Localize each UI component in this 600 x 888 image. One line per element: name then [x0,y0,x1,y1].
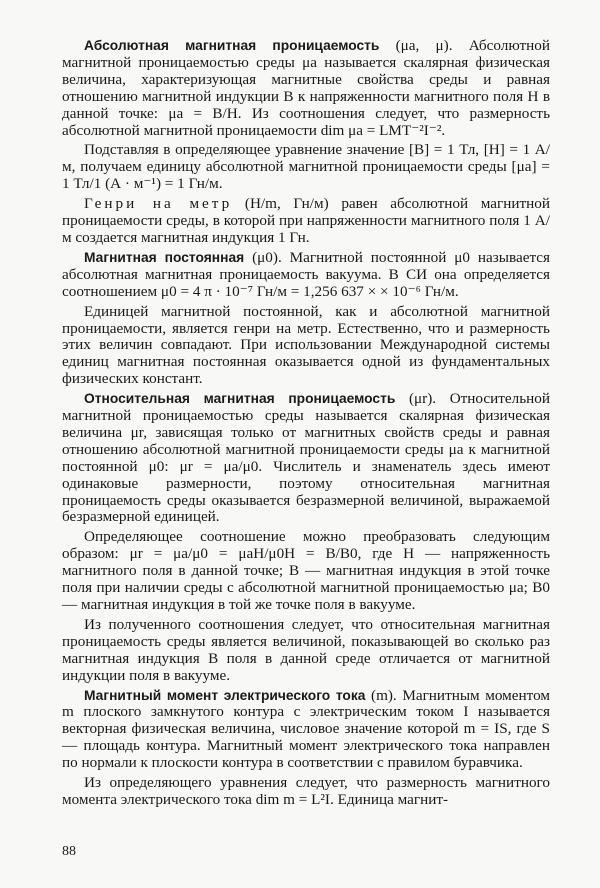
term-relative-permeability: Относительная магнитная проницаемость [84,391,396,407]
term-absolute-permeability: Абсолютная магнитная проницаемость [84,38,380,53]
paragraph-conclusion: Из полученного соотношения следует, что относительная магнитная проницаемость среды является величиной, показывающей во сколько раз магнитная индукция B поля в данной среде отличается от магнитной индукции поля в вакууме. [62,615,550,684]
term-henry-per-meter: Генри на метр [84,195,233,213]
paragraph-transform: Определяющее соотношение можно преобразовать следующим образом: μr = μa/μ0 = μaH/μ0H = B/B0, где H — напряженность магнитного поля в данной точке; B — магнитная индукция в этой точке поля при наличии среды с абсолютной магнитной проницаемостью μa; B0 — магнитная индукция в той же точке поля в вакууме. [62,528,550,613]
page-number: 88 [62,844,76,859]
paragraph-absolute-permeability: Абсолютная магнитная проницаемость (μa, μ). Абсолютной магнитной проницаемостью среды μa называется скалярная физическая величина, характеризующая магнитные свойства среды и равная отношению магнитной индукции B к напряженности магнитного поля H в данной точке: μa = B/H. Из соотношения следует, что размерность абсолютной магнитной проницаемости dim μa = LMT⁻²I⁻². [62,37,550,139]
paragraph-magnetic-moment: Магнитный момент электрического тока (m). Магнитным моментом m плоского замкнутого контура с электрическим током I называется векторная физическая величина, числовое значение которой m = IS, где S — площадь контура. Магнитный момент электрического тока направлен по нормали к плоскости контура в соответствии с правилом буравчика. [62,686,550,772]
paragraph-magnetic-constant: Магнитная постоянная (μ0). Магнитной постоянной μ0 называется абсолютная магнитная проницаемость вакуума. В СИ она определяется соотношением μ0 = 4 π · 10⁻⁷ Гн/м = 1,256 637 × × 10⁻⁶ Гн/м. [62,248,551,300]
paragraph-magnetic-constant-unit: Единицей магнитной постоянной, как и абсолютной магнитной проницаемости, является генри на метр. Естественно, что и размерность этих величин совпадают. При использовании Международной системы единиц магнитная постоянная оказывается одной из фундаментальных физических констант. [62,302,550,388]
body-text [62,38,550,812]
paragraph-moment-dimension: Из определяющего уравнения следует, что размерность магнитного момента электрического тока dim m = L²I. Единица магнит- [62,774,550,808]
paragraph-relative-permeability: Относительная магнитная проницаемость (μr). Относительной магнитной проницаемостью среды называется скалярная физическая величина μr, зависящая только от магнитных свойств среды и равная отношению абсолютной магнитной проницаемости среды μa к магнитной постоянной μ0: μr = μa/μ0. Числитель и знаменатель здесь имеют одинаковые размерности, поэтому относительная магнитная проницаемость среды оказывается безразмерной величиной, выражаемой безразмерной единицей. [62,390,550,526]
paragraph-unit-derivation: Подставляя в определяющее уравнение значение [B] = 1 Тл, [H] = 1 А/м, получаем единицу абсолютной магнитной проницаемости среды [μa] = 1 Тл/1 (А · м⁻¹) = 1 Гн/м. [62,141,550,193]
term-magnetic-moment: Магнитный момент электрического тока [84,687,366,703]
paragraph-henry-per-meter: Генри на метр (Н/m, Гн/м) равен абсолютной магнитной проницаемости среды, в которой при напряженности магнитного поля 1 А/м создается магнитная индукция 1 Гн. [62,195,551,246]
term-magnetic-constant: Магнитная постоянная [84,249,245,265]
